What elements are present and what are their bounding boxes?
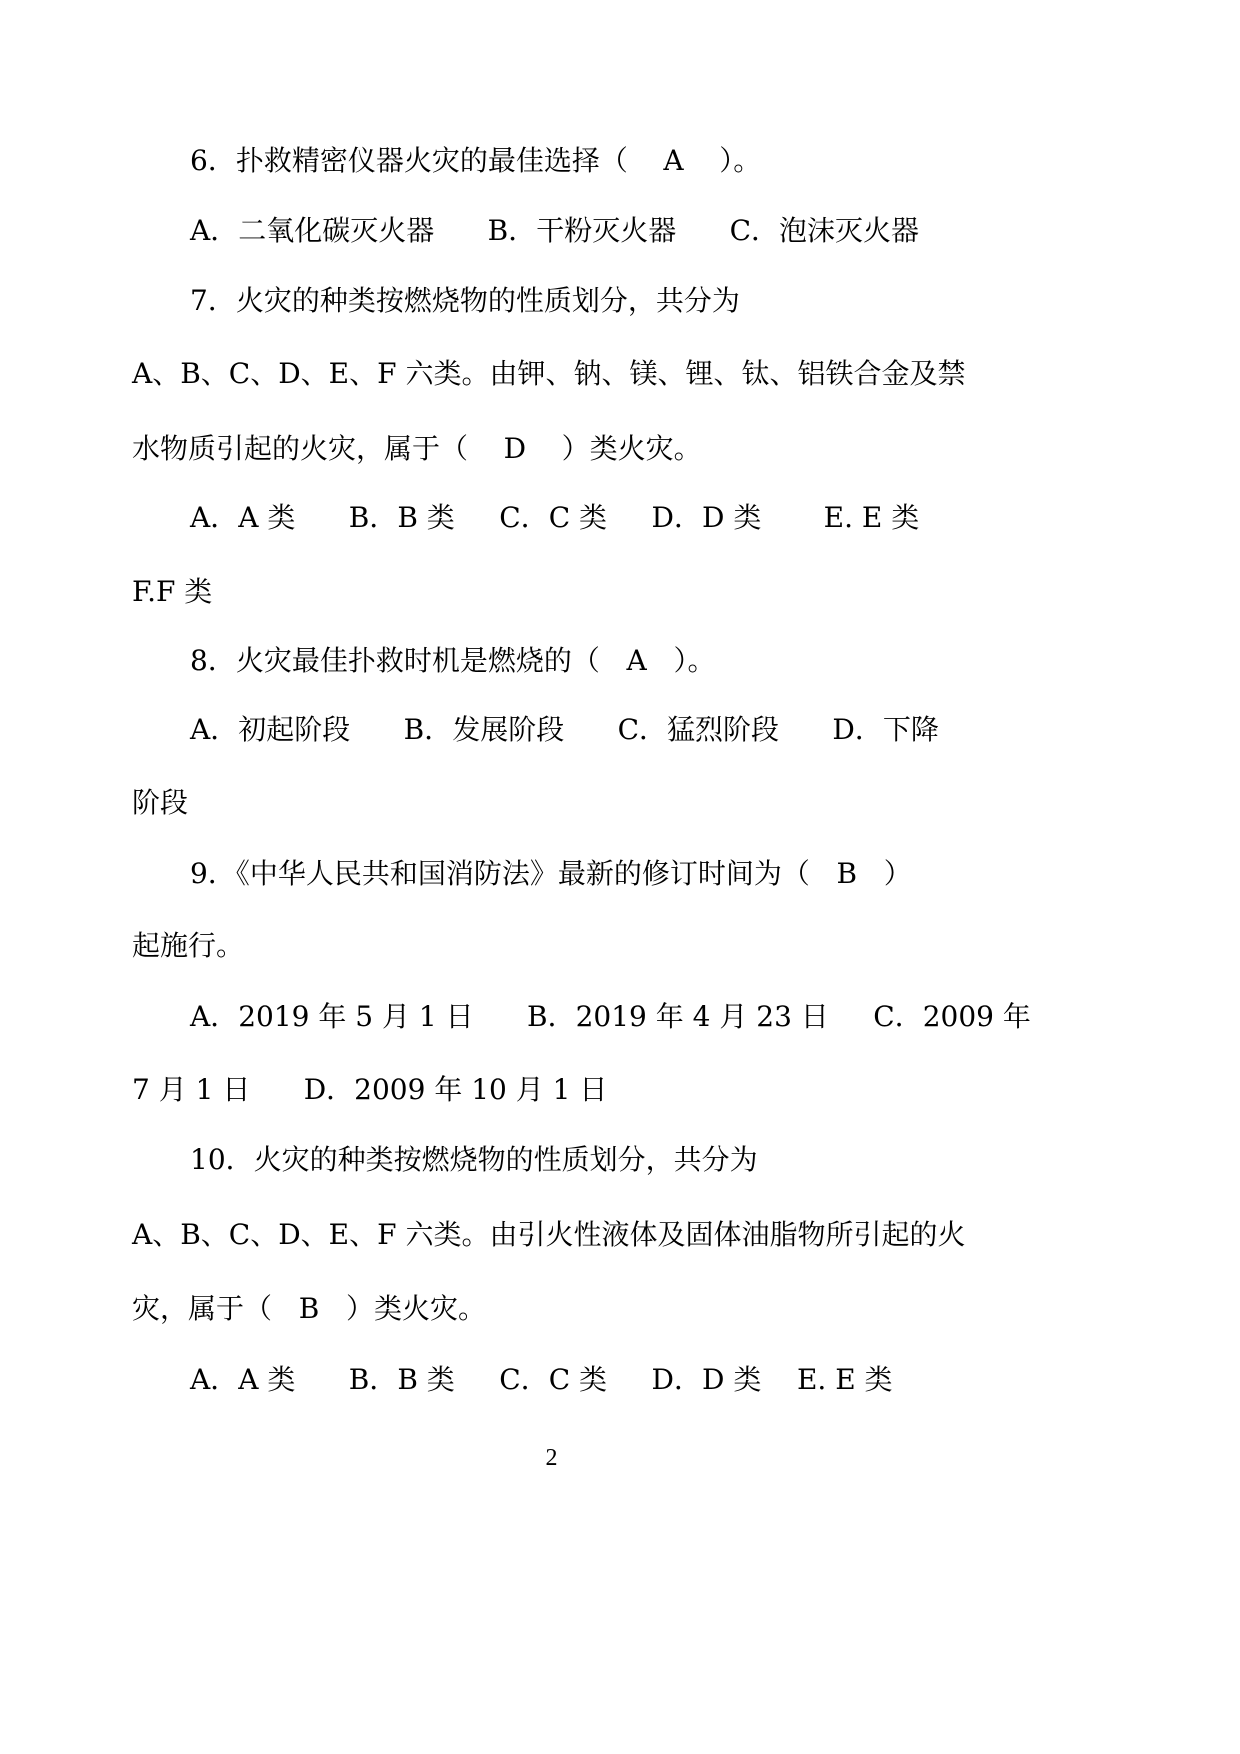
question-9-stem-line-2: 起施行。	[132, 929, 245, 962]
question-9-options-line-2: 7 月 1 日 D．2009 年 10 月 1 日	[132, 1073, 608, 1106]
question-8-options-line-1: A．初起阶段 B．发展阶段 C．猛烈阶段 D．下降	[190, 713, 939, 746]
question-10-stem-line-2: A、B、C、D、E、F 六类。由引火性液体及固体油脂物所引起的火	[132, 1218, 966, 1251]
question-7-stem-line-2: A、B、C、D、E、F 六类。由钾、钠、镁、锂、钛、铝铁合金及禁	[132, 357, 966, 390]
question-10-options-line-1: A．A 类 B．B 类 C．C 类 D．D 类 E. E 类	[190, 1363, 893, 1396]
question-7-options-line-2: F.F 类	[132, 575, 213, 608]
question-9-options-line-1: A．2019 年 5 月 1 日 B．2019 年 4 月 23 日 C．2009 年	[190, 1000, 1031, 1033]
question-7-stem-line-3: 水物质引起的火灾，属于（ D ）类火灾。	[132, 432, 702, 465]
question-6-stem: 6．扑救精密仪器火灾的最佳选择（ A ）。	[190, 144, 762, 177]
page-number: 2	[545, 1445, 558, 1471]
question-6-options: A．二氧化碳灭火器 B．干粉灭火器 C．泡沫灭火器	[190, 214, 920, 247]
question-10-stem-line-1: 10．火灾的种类按燃烧物的性质划分，共分为	[190, 1143, 758, 1176]
question-8-options-line-2: 阶段	[132, 786, 189, 819]
question-7-stem-line-1: 7．火灾的种类按燃烧物的性质划分，共分为	[190, 284, 740, 317]
question-7-options-line-1: A．A 类 B．B 类 C．C 类 D．D 类 E. E 类	[190, 501, 920, 534]
question-9-stem-line-1: 9．《中华人民共和国消防法》最新的修订时间为（ B ）	[190, 857, 912, 890]
question-8-stem: 8．火灾最佳扑救时机是燃烧的（ A ）。	[190, 644, 716, 677]
question-10-stem-line-3: 灾，属于（ B ）类火灾。	[132, 1292, 486, 1325]
